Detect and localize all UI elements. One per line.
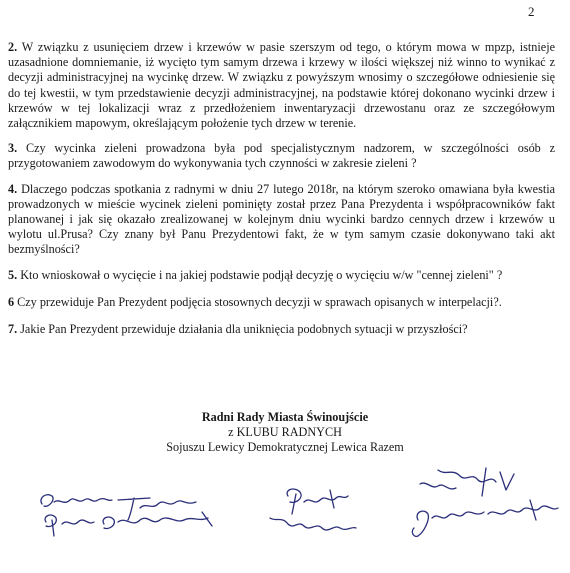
interpellation-body — [8, 40, 555, 349]
page-number: 2 — [528, 4, 535, 19]
question-text: Czy przewiduje Pan Prezydent podjęcia stosownych decyzji w sprawach opisanych w interpelacji?. — [14, 294, 502, 309]
question-3 — [8, 141, 555, 171]
question-number: 3. — [8, 141, 18, 156]
question-text: Czy wycinka zieleni prowadzona była pod specjalistycznym nadzorem, w szczególności osób z przygotowaniem zawodowym do wykonywania tych czynności w zakresie zieleni ? — [8, 141, 555, 171]
signature-block — [0, 410, 570, 455]
question-6 — [8, 295, 555, 310]
question-number: 5. — [8, 267, 18, 282]
question-5 — [8, 268, 555, 283]
handwritten-signatures — [0, 462, 570, 568]
question-text: W związku z usunięciem drzew i krzewów w pasie szerszym od tego, o którym mowa w mpzp, istnieje uzasadnione domniemanie, iż wycięto tym samym drzewa i krzewy w ilości większej niż winno to wynikać z decyzji administracyjnej na wycinkę drzew. W związku z powyższym wnosimy o szczegółowe odniesienie się do tej kwestii, w tym przedstawienie decyzji administracyjnej, na podstawie której dokonano wycinki drzew i krzewów w tej lokalizacji wraz z przedłożeniem inwentaryzacji drzewostanu oraz ze szczegółowym załącznikiem mapowym, określającym położenie tych drzew w terenie. — [8, 40, 555, 131]
signature-1-handwriting — [41, 495, 212, 536]
question-7 — [8, 322, 555, 337]
signature-heading: Radni Rady Miasta Świnoujście — [201, 410, 369, 424]
question-text: Dlaczego podczas spotkania z radnymi w dniu 27 lutego 2018r, na którym szeroko omawiana była kwestia prowadzonych w mieście wycinek zieleni pominięty został przez Pana Prezydenta i współpracowników fakt planowanej i jak się okazało zrealizowanej w kolejnym dniu wycinki bardzo cennych drzew i krzewów u wylotu ul.Prusa? Czy znany był Panu Prezydentowi fakt, że w tym samym czasie dokonywano taki akt bezmyślności? — [8, 181, 555, 257]
signature-party: Sojuszu Lewicy Demokratycznej Lewica Razem — [166, 440, 404, 454]
question-4 — [8, 182, 555, 258]
signature-2-handwriting — [270, 489, 356, 530]
question-number: 6 — [8, 294, 15, 309]
question-text: Jakie Pan Prezydent przewiduje działania dla uniknięcia podobnych sytuacji w przyszłości? — [17, 322, 468, 337]
question-2 — [8, 40, 555, 131]
question-number: 2. — [8, 40, 18, 54]
question-text: Kto wnioskował o wycięcie i na jakiej podstawie podjął decyzję o wycięciu w/w "cennej zieleni" ? — [17, 267, 503, 282]
signature-club: z KLUBU RADNYCH — [228, 425, 342, 439]
question-number: 7. — [8, 322, 18, 337]
question-number: 4. — [8, 181, 18, 196]
signature-3-handwriting — [412, 468, 558, 536]
